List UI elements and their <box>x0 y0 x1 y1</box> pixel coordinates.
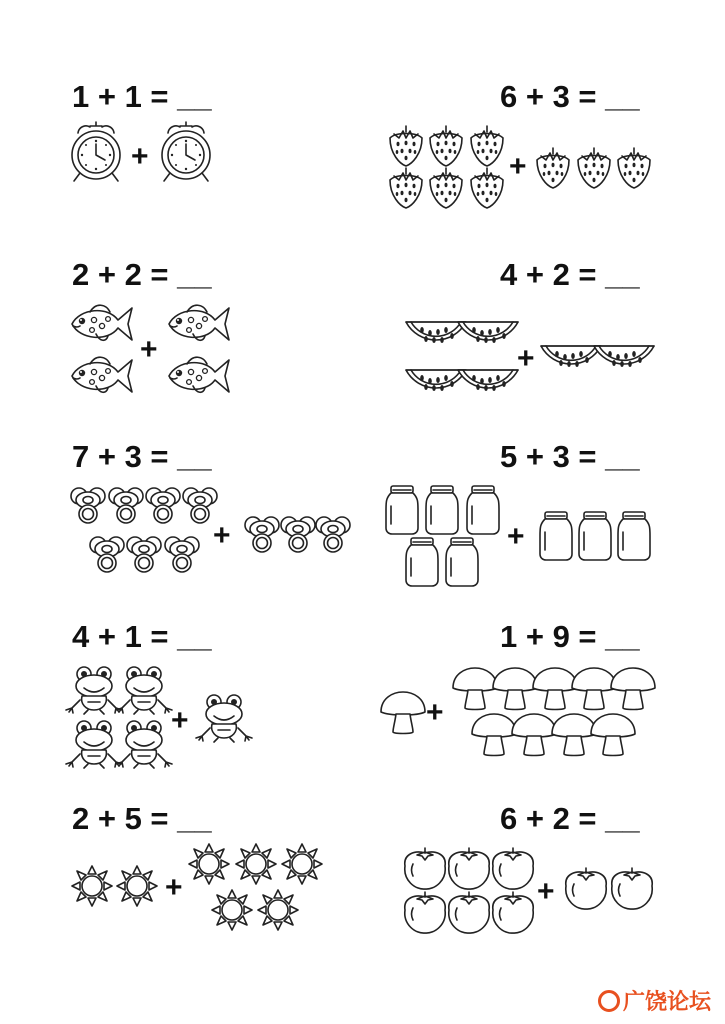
equation-9: 2 + 5 = __ <box>72 801 212 836</box>
tomato-icon <box>449 892 489 933</box>
mushroom-icon <box>381 692 425 734</box>
watermelon-slice-icon <box>541 346 601 367</box>
tomato-icon <box>612 868 652 909</box>
frog-icon <box>116 721 172 768</box>
fish-icon <box>72 305 132 340</box>
equation-3: 2 + 2 = __ <box>72 257 212 292</box>
sun-icon <box>72 866 112 906</box>
strawberry-icon <box>618 148 650 188</box>
equation-1: 1 + 1 = __ <box>72 79 212 114</box>
watermark-text: 广饶论坛 <box>622 989 711 1014</box>
plus-sign: + <box>140 333 158 366</box>
watermark-logo-icon <box>598 990 620 1012</box>
site-watermark <box>598 985 711 1016</box>
watermelon-slice-icon <box>406 370 466 391</box>
sun-icon <box>236 844 276 884</box>
watermelon-slice-icon <box>594 346 654 367</box>
plus-sign: + <box>171 704 189 737</box>
fish-icon <box>169 305 229 340</box>
sun-icon <box>189 844 229 884</box>
pacifier-icon <box>127 537 161 572</box>
sun-icon <box>282 844 322 884</box>
strawberry-icon <box>471 168 503 208</box>
equation-6: 5 + 3 = __ <box>500 439 640 474</box>
tomato-icon <box>405 848 445 889</box>
tomato-icon <box>405 892 445 933</box>
pacifier-icon <box>146 488 180 523</box>
strawberry-icon <box>390 168 422 208</box>
plus-sign: + <box>213 519 231 552</box>
mushroom-icon <box>611 668 655 710</box>
equation-4: 4 + 2 = __ <box>500 257 640 292</box>
sun-icon <box>258 890 298 930</box>
plus-sign: + <box>426 696 444 729</box>
pacifier-icon <box>316 517 350 552</box>
jar-icon <box>426 486 458 534</box>
strawberry-icon <box>430 126 462 166</box>
watermelon-slice-icon <box>458 322 518 343</box>
plus-sign: + <box>537 875 555 908</box>
jar-icon <box>406 538 438 586</box>
pacifier-icon <box>71 488 105 523</box>
pacifier-icon <box>90 537 124 572</box>
strawberry-icon <box>578 148 610 188</box>
tomato-icon <box>566 868 606 909</box>
alarm-clock-icon <box>72 122 120 181</box>
jar-icon <box>540 512 572 560</box>
strawberry-icon <box>430 168 462 208</box>
mushroom-icon <box>453 668 497 710</box>
watermelon-slice-icon <box>458 370 518 391</box>
mushroom-icon <box>493 668 537 710</box>
plus-sign: + <box>165 871 183 904</box>
mushroom-icon <box>472 714 516 756</box>
watermelon-slice-icon <box>406 322 466 343</box>
frog-icon <box>66 667 122 714</box>
sun-icon <box>212 890 252 930</box>
equation-5: 7 + 3 = __ <box>72 439 212 474</box>
equation-7: 4 + 1 = __ <box>72 619 212 654</box>
pacifier-icon <box>183 488 217 523</box>
mushroom-icon <box>533 668 577 710</box>
tomato-icon <box>449 848 489 889</box>
alarm-clock-icon <box>162 122 210 181</box>
equation-2: 6 + 3 = __ <box>500 79 640 114</box>
pacifier-icon <box>245 517 279 552</box>
plus-sign: + <box>517 342 535 375</box>
jar-icon <box>618 512 650 560</box>
plus-sign: + <box>131 140 149 173</box>
equation-8: 1 + 9 = __ <box>500 619 640 654</box>
mushroom-icon <box>591 714 635 756</box>
tomato-icon <box>493 892 533 933</box>
plus-sign: + <box>509 150 527 183</box>
frog-icon <box>116 667 172 714</box>
pacifier-icon <box>109 488 143 523</box>
mushroom-icon <box>572 668 616 710</box>
plus-sign: + <box>507 520 525 553</box>
strawberry-icon <box>471 126 503 166</box>
jar-icon <box>467 486 499 534</box>
mushroom-icon <box>552 714 596 756</box>
jar-icon <box>446 538 478 586</box>
fish-icon <box>169 357 229 392</box>
pacifier-icon <box>165 537 199 572</box>
equation-10: 6 + 2 = __ <box>500 801 640 836</box>
fish-icon <box>72 357 132 392</box>
frog-icon <box>66 721 122 768</box>
jar-icon <box>579 512 611 560</box>
tomato-icon <box>493 848 533 889</box>
frog-icon <box>196 695 252 742</box>
sun-icon <box>117 866 157 906</box>
jar-icon <box>386 486 418 534</box>
strawberry-icon <box>390 126 422 166</box>
strawberry-icon <box>537 148 569 188</box>
pacifier-icon <box>281 517 315 552</box>
mushroom-icon <box>512 714 556 756</box>
